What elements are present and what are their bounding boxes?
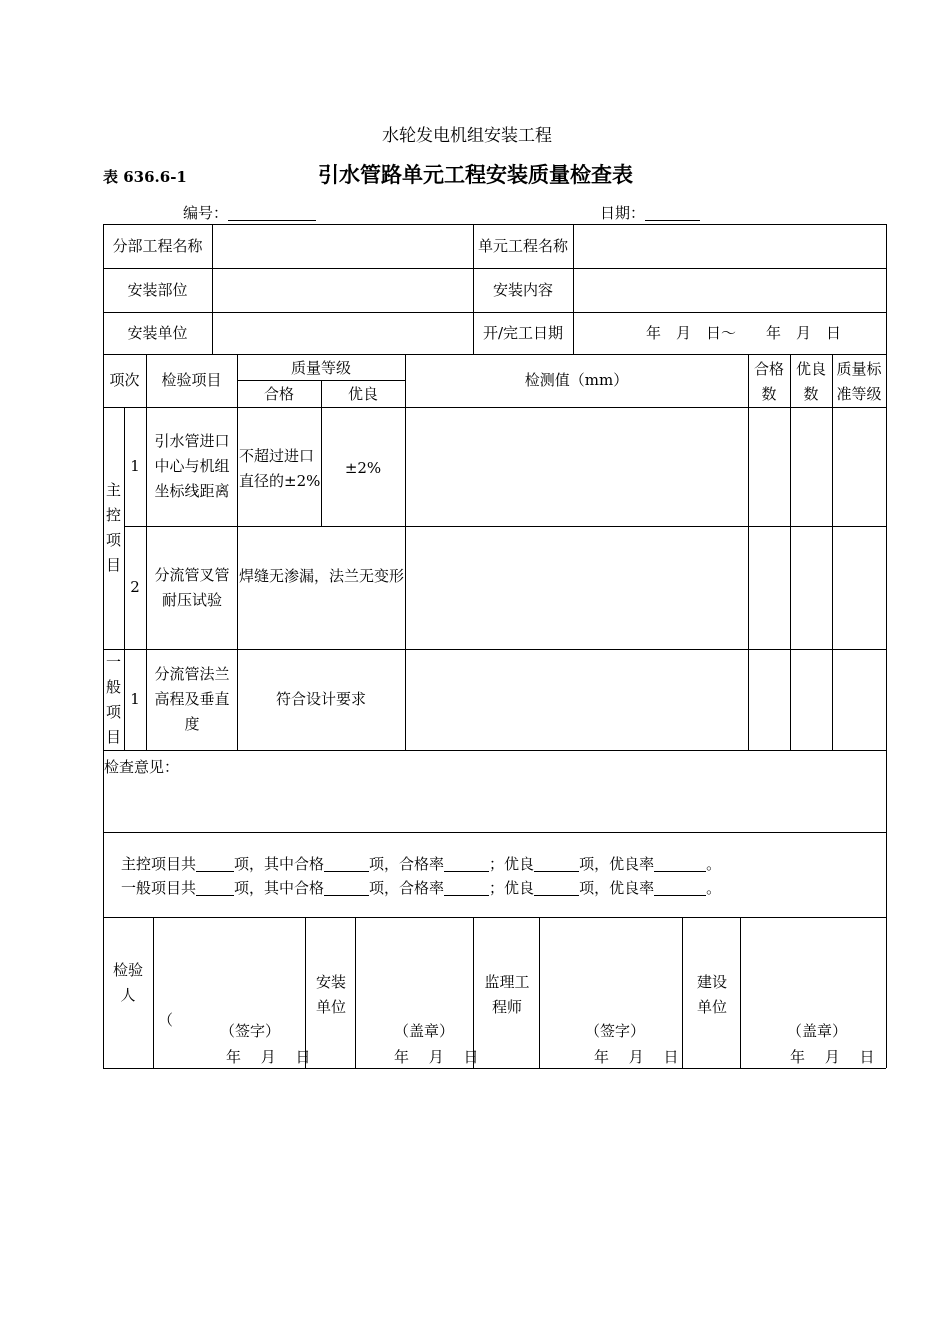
- main-excellent-blank[interactable]: [534, 857, 579, 872]
- summary-main: 主控项目共 项，其中合格 项，合格率 ；优良 项，优良率 。: [121, 855, 722, 873]
- main-qualified-blank[interactable]: [324, 857, 369, 872]
- install-part-input[interactable]: [213, 269, 472, 311]
- row1-item: 引水管进口中心与机组坐标线距离: [154, 432, 230, 500]
- row3-measured[interactable]: [406, 650, 747, 749]
- main-rate-blank[interactable]: [444, 857, 489, 872]
- install-unit-sign-label: 安装单位: [315, 973, 346, 1016]
- main-excellent-rate-blank[interactable]: [654, 857, 706, 872]
- table-number: 表 636.6-1: [103, 168, 187, 186]
- row2-measured[interactable]: [406, 527, 747, 648]
- general-qualified-blank[interactable]: [324, 881, 369, 896]
- sub-project-label: 分部工程名称: [112, 236, 203, 255]
- col-qualified: 合格: [263, 385, 294, 403]
- date-input[interactable]: [645, 205, 700, 221]
- row1-excellent: ±2%: [344, 458, 382, 477]
- install-unit-seal[interactable]: （盖章）: [394, 1022, 455, 1040]
- construction-unit-label: 建设单位: [696, 973, 727, 1016]
- col-item-no: 项次: [109, 371, 140, 389]
- inspector-sign[interactable]: （签字）: [220, 1022, 281, 1040]
- col-excellent: 优良: [347, 385, 378, 403]
- opinion-label: 检查意见：: [104, 758, 180, 776]
- install-content-label: 安装内容: [492, 280, 553, 299]
- inspector-paren: （: [158, 1011, 174, 1029]
- supervisor-label: 监理工程师: [484, 973, 530, 1016]
- row2-requirement: 焊缝无渗漏，法兰无变形: [239, 567, 405, 585]
- general-excellent-rate-blank[interactable]: [654, 881, 706, 896]
- date-range[interactable]: 年 月 日～ 年 月 日: [646, 324, 842, 342]
- col-excellent-count: 优良数: [795, 359, 826, 403]
- supervisor-sign[interactable]: （签字）: [585, 1022, 646, 1040]
- date-label: 日期：: [600, 204, 646, 222]
- col-check-item: 检验项目: [161, 371, 222, 389]
- super-title: 水轮发电机组安装工程: [382, 126, 552, 146]
- main-total-blank[interactable]: [196, 857, 234, 872]
- start-end-date-label: 开/完工日期: [482, 323, 564, 342]
- install-content-input[interactable]: [574, 269, 885, 311]
- code-input[interactable]: [228, 205, 316, 221]
- inspector-label: 检验人: [112, 961, 143, 1004]
- row1-measured[interactable]: [406, 408, 747, 525]
- sub-project-input[interactable]: [213, 225, 472, 267]
- opinion-input[interactable]: [104, 780, 885, 831]
- row1-no: 1: [130, 457, 140, 475]
- col-qualified-count: 合格数: [753, 359, 784, 403]
- install-unit-date[interactable]: 年 月 日: [394, 1048, 479, 1066]
- group-general: 一般项目: [105, 652, 121, 746]
- unit-project-input[interactable]: [574, 225, 885, 267]
- general-total-blank[interactable]: [196, 881, 234, 896]
- col-standard-grade: 质量标准等级: [836, 359, 882, 403]
- inspector-date[interactable]: 年 月 日: [226, 1048, 311, 1066]
- row2-item: 分流管叉管耐压试验: [154, 565, 230, 609]
- col-measured: 检测值（mm）: [524, 371, 629, 389]
- code-field[interactable]: [183, 205, 316, 221]
- group-main: 主控项目: [105, 481, 121, 574]
- row3-no: 1: [130, 690, 140, 708]
- row3-item: 分流管法兰高程及垂直度: [154, 665, 230, 733]
- row1-qualified: 不超过进口直径的±2%: [239, 447, 321, 490]
- page-title: 引水管路单元工程安装质量检查表: [318, 163, 633, 187]
- row3-requirement: 符合设计要求: [275, 690, 366, 708]
- construction-unit-seal[interactable]: （盖章）: [787, 1022, 848, 1040]
- general-excellent-blank[interactable]: [534, 881, 579, 896]
- row2-no: 2: [130, 578, 140, 596]
- install-unit-input[interactable]: [213, 313, 472, 353]
- code-label: 编号：: [183, 204, 229, 222]
- construction-unit-date[interactable]: 年 月 日: [790, 1048, 875, 1066]
- summary-general: 一般项目共 项，其中合格 项，合格率 ；优良 项，优良率 。: [121, 879, 722, 897]
- unit-project-label: 单元工程名称: [477, 236, 568, 255]
- date-field[interactable]: [600, 205, 700, 221]
- supervisor-date[interactable]: 年 月 日: [594, 1048, 679, 1066]
- general-rate-blank[interactable]: [444, 881, 489, 896]
- install-part-label: 安装部位: [127, 280, 188, 299]
- install-unit-label: 安装单位: [127, 323, 188, 342]
- col-quality-grade: 质量等级: [290, 358, 351, 377]
